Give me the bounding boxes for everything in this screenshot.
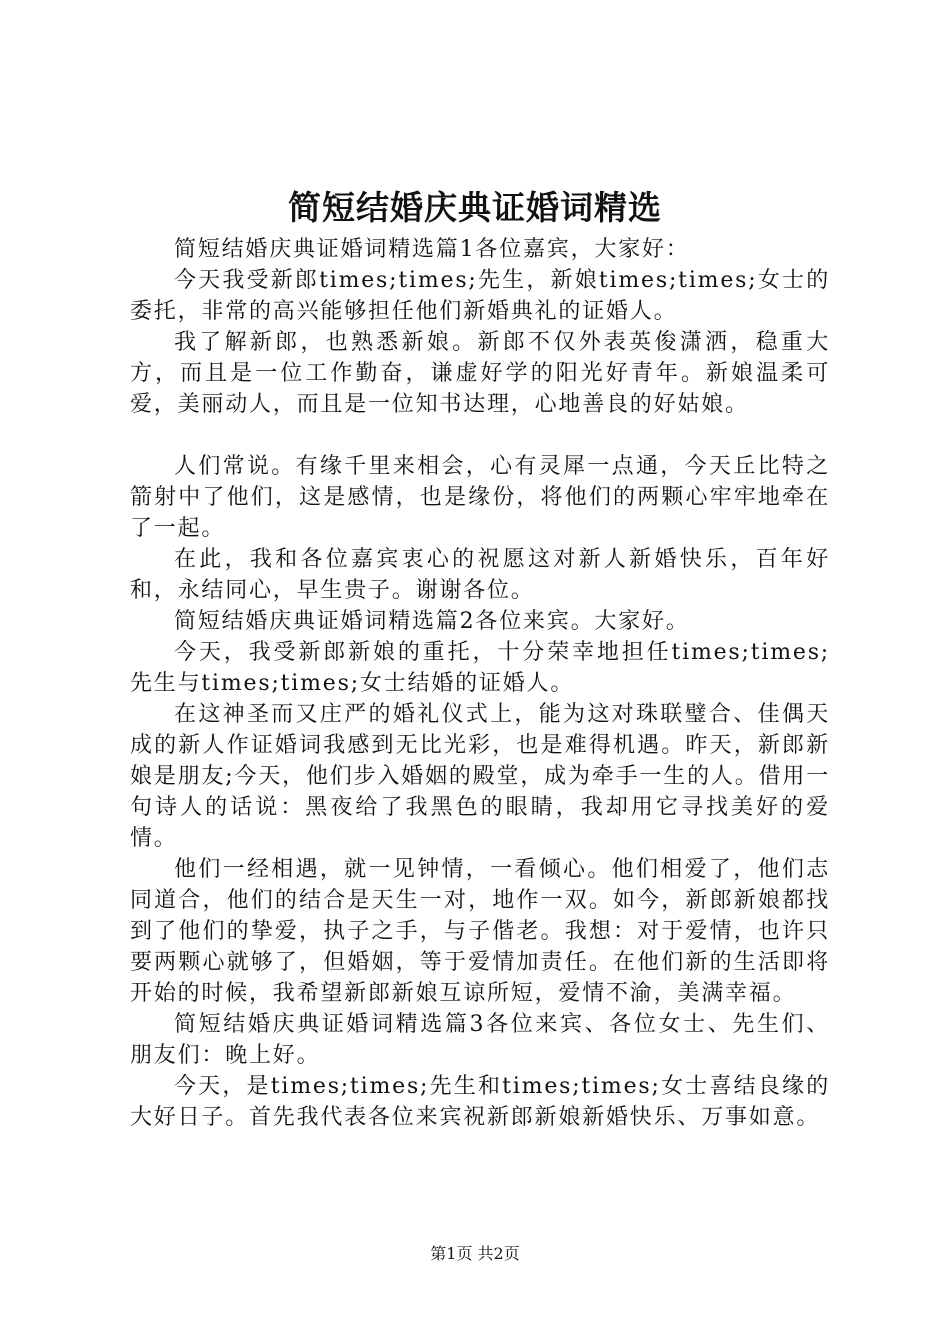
paragraph: 我了解新郎，也熟悉新娘。新郎不仅外表英俊潇洒，稳重大方，而且是一位工作勤奋，谦虚好学的阳光好青年。新娘温柔可爱，美丽动人，而且是一位知书达理，心地善良的好姑娘。 — [130, 330, 830, 417]
paragraph: 今天我受新郎times;times;先生，新娘times;times;女士的委托，非常的高兴能够担任他们新婚典礼的证婚人。 — [130, 268, 830, 324]
paragraph: 他们一经相遇，就一见钟情，一看倾心。他们相爱了，他们志同道合，他们的结合是天生一对，地作一双。如今，新郎新娘都找到了他们的挚爱，执子之手，与子偕老。我想：对于爱情，也许只要两颗心就够了，但婚姻，等于爱情加责任。在他们新的生活即将开始的时候，我希望新郎新娘互谅所短，爱情不渝，美满幸福。 — [130, 857, 830, 1006]
paragraph: 在此，我和各位嘉宾衷心的祝愿这对新人新婚快乐，百年好和，永结同心，早生贵子。谢谢各位。 — [130, 547, 830, 603]
paragraph: 简短结婚庆典证婚词精选篇2各位来宾。大家好。 — [174, 609, 690, 634]
document-body — [130, 234, 830, 1133]
paragraph: 简短结婚庆典证婚词精选篇1各位嘉宾，大家好： — [174, 237, 690, 262]
paragraph: 人们常说。有缘千里来相会，心有灵犀一点通，今天丘比特之箭射中了他们，这是感情，也是缘份，将他们的两颗心牢牢地牵在了一起。 — [130, 454, 830, 541]
paragraph: 简短结婚庆典证婚词精选篇3各位来宾、各位女士、先生们、朋友们：晚上好。 — [130, 1012, 830, 1068]
page-number-footer: 第1页 共2页 — [430, 1244, 520, 1263]
paragraph: 今天，是times;times;先生和times;times;女士喜结良缘的大好日子。首先我代表各位来宾祝新郎新娘新婚快乐、万事如意。 — [130, 1074, 830, 1130]
document-title: 简短结婚庆典证婚词精选 — [288, 188, 662, 227]
paragraph-spacer — [130, 420, 830, 451]
paragraph: 今天，我受新郎新娘的重托，十分荣幸地担任times;times;先生与times;times;女士结婚的证婚人。 — [130, 640, 830, 696]
paragraph: 在这神圣而又庄严的婚礼仪式上，能为这对珠联璧合、佳偶天成的新人作证婚词我感到无比光彩，也是难得机遇。昨天，新郎新娘是朋友;今天，他们步入婚姻的殿堂，成为牵手一生的人。借用一句诗人的话说：黑夜给了我黑色的眼睛，我却用它寻找美好的爱情。 — [130, 702, 830, 851]
